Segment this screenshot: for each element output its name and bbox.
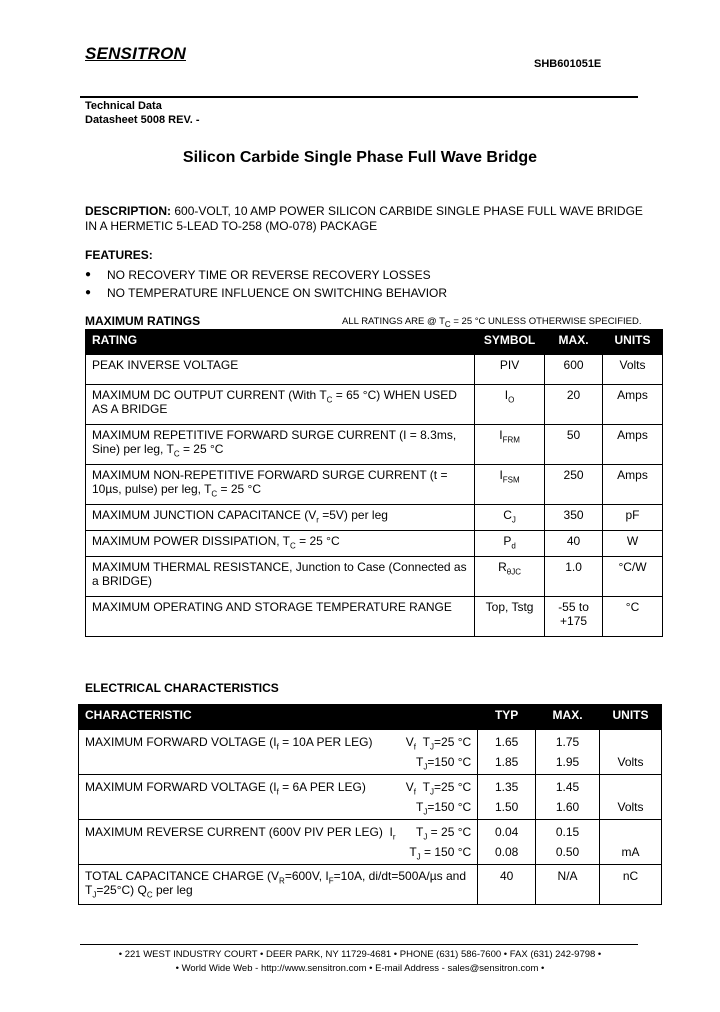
units-cell: °C [603, 597, 663, 637]
table-row [86, 531, 663, 557]
bullet-icon: ● [85, 269, 92, 280]
units-cell: Amps [603, 385, 663, 425]
max-cell: 20 [545, 385, 603, 425]
footer-divider [80, 944, 638, 945]
rating-cell: MAXIMUM DC OUTPUT CURRENT (With $T_C = 65$ °C) WHEN USED AS A BRIDGE [86, 385, 475, 425]
characteristic-cell: TOTAL CAPACITANCE CHARGE ($V_R=600V$, $I_F=10A$, di/dt=500A/µs and $T_J=25^\circ C$) $Q_C$ per leg [79, 865, 478, 905]
symbol-cell: PIV [475, 355, 545, 385]
electrical-heading: ELECTRICAL CHARACTERISTICS [85, 681, 279, 695]
features-list [85, 266, 447, 302]
max-ratings-table [85, 329, 663, 637]
table-row [79, 820, 662, 865]
max-cell: -55 to +175 [545, 597, 603, 637]
table-header-row [79, 705, 662, 730]
units-cell: °C/W [603, 557, 663, 597]
symbol-cell: $I_{FSM}$ [475, 465, 545, 505]
list-item: ● NO RECOVERY TIME OR REVERSE RECOVERY LOSSES [85, 268, 431, 282]
max-cell: 1.45 1.60 [536, 775, 600, 820]
description-text: 600-VOLT, 10 AMP POWER SILICON CARBIDE SINGLE PHASE FULL WAVE BRIDGE IN A HERMETIC 5-LEAD TO-258 (MO-078) PACKAGE [85, 204, 643, 233]
datasheet-revision: Datasheet 5008 REV. - [85, 114, 200, 126]
column-header: UNITS [603, 330, 663, 355]
rating-cell: MAXIMUM JUNCTION CAPACITANCE $(V_r =5V)$ per leg [86, 505, 475, 531]
features-heading: FEATURES: [85, 248, 153, 262]
characteristic-cell: MAXIMUM FORWARD VOLTAGE ($I_f = 10A$ PER LEG) $V_f$ $T_J=25$ °C $T_J=150$ °C [79, 730, 478, 775]
table-header-row [86, 330, 663, 355]
table-row [79, 730, 662, 775]
max-cell: 0.15 0.50 [536, 820, 600, 865]
part-number: SHB601051E [534, 58, 602, 70]
max-cell: 40 [545, 531, 603, 557]
column-header: MAX. [536, 705, 600, 730]
typ-cell: 1.65 1.85 [478, 730, 536, 775]
characteristic-cell: MAXIMUM REVERSE CURRENT (600V PIV PER LEG) $I_r$ $T_J = 25$ °C $T_J = 150$ °C [79, 820, 478, 865]
table-row [86, 597, 663, 637]
rating-cell: MAXIMUM OPERATING AND STORAGE TEMPERATURE RANGE [86, 597, 475, 637]
characteristic-cell: MAXIMUM FORWARD VOLTAGE ($I_f = 6A$ PER LEG) $V_f$ $T_J=25$ °C $T_J=150$ °C [79, 775, 478, 820]
description [85, 204, 645, 234]
max-cell: 350 [545, 505, 603, 531]
column-header: RATING [86, 330, 475, 355]
units-cell: Amps [603, 425, 663, 465]
column-header: MAX. [545, 330, 603, 355]
rating-cell: MAXIMUM NON-REPETITIVE FORWARD SURGE CURRENT (t = 10µs, pulse) per leg, $T_C = 25$ °C [86, 465, 475, 505]
max-cell: 50 [545, 425, 603, 465]
column-header: UNITS [600, 705, 662, 730]
max-cell: N/A [536, 865, 600, 905]
table-row [86, 465, 663, 505]
tech-data-label: Technical Data [85, 100, 162, 112]
column-header: TYP [478, 705, 536, 730]
table-row [86, 557, 663, 597]
electrical-table [78, 704, 662, 905]
symbol-cell: Top, Tstg [475, 597, 545, 637]
rating-cell: PEAK INVERSE VOLTAGE [86, 355, 475, 385]
symbol-cell: $P_d$ [475, 531, 545, 557]
typ-cell: 40 [478, 865, 536, 905]
symbol-cell: $I_{FRM}$ [475, 425, 545, 465]
max-cell: 1.75 1.95 [536, 730, 600, 775]
column-header: SYMBOL [475, 330, 545, 355]
table-row [79, 865, 662, 905]
max-cell: 600 [545, 355, 603, 385]
max-cell: 250 [545, 465, 603, 505]
table-row [79, 775, 662, 820]
footer-address: • 221 WEST INDUSTRY COURT • DEER PARK, NY 11729-4681 • PHONE (631) 586-7600 • FAX (631) 242-9798 • [118, 949, 602, 960]
list-item: ● NO TEMPERATURE INFLUENCE ON SWITCHING BEHAVIOR [85, 286, 448, 300]
units-cell: Amps [603, 465, 663, 505]
footer [0, 948, 720, 976]
typ-cell: 0.04 0.08 [478, 820, 536, 865]
description-label: DESCRIPTION: [85, 204, 172, 218]
rating-cell: MAXIMUM REPETITIVE FORWARD SURGE CURRENT (I = 8.3ms, Sine) per leg, $T_C = 25$ °C [86, 425, 475, 465]
brand-logo: SENSITRON [85, 44, 186, 63]
units-cell: pF [603, 505, 663, 531]
units-cell: Volts [600, 775, 662, 820]
symbol-cell: $C_J$ [475, 505, 545, 531]
symbol-cell: $R_{\theta JC}$ [475, 557, 545, 597]
max-ratings-heading: MAXIMUM RATINGS [85, 314, 201, 328]
typ-cell: 1.35 1.50 [478, 775, 536, 820]
bullet-icon: ● [85, 287, 92, 298]
column-header: CHARACTERISTIC [79, 705, 478, 730]
ratings-note: ALL RATINGS ARE @ $T_C = 25$ °C UNLESS OTHERWISE SPECIFIED. [342, 316, 642, 329]
table-row [86, 385, 663, 425]
rating-cell: MAXIMUM THERMAL RESISTANCE, Junction to Case (Connected as a BRIDGE) [86, 557, 475, 597]
units-cell: Volts [603, 355, 663, 385]
units-cell: nC [600, 865, 662, 905]
technical-data-block [85, 99, 200, 127]
units-cell: Volts [600, 730, 662, 775]
table-row [86, 355, 663, 385]
page-title: Silicon Carbide Single Phase Full Wave Bridge [182, 149, 538, 166]
units-cell: mA [600, 820, 662, 865]
footer-web: • World Wide Web - http://www.sensitron.com • E-mail Address - sales@sensitron.com • [175, 963, 545, 974]
max-cell: 1.0 [545, 557, 603, 597]
rating-cell: MAXIMUM POWER DISSIPATION, $T_C = 25$ °C [86, 531, 475, 557]
symbol-cell: $I_O$ [475, 385, 545, 425]
units-cell: W [603, 531, 663, 557]
table-row [86, 425, 663, 465]
header-divider [80, 96, 638, 98]
table-row [86, 505, 663, 531]
